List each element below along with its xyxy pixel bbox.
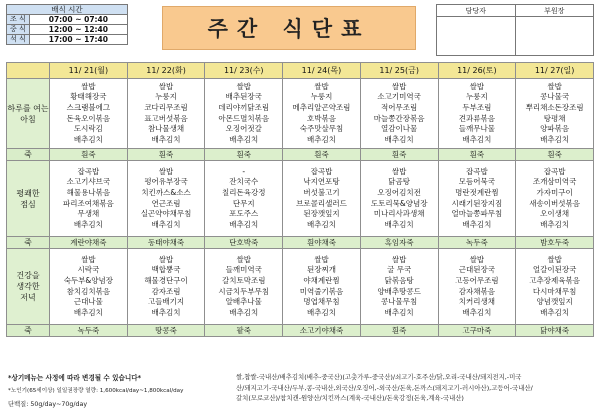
menu-item: 소고기미역국: [377, 92, 421, 102]
porridge-cell: 흰죽: [127, 149, 205, 161]
porridge-cell: 흰죽: [360, 325, 438, 337]
menu-item: 양념깻잎지: [536, 297, 573, 307]
menu-item: 배추된장국: [225, 92, 262, 102]
menu-item: 배추김치: [229, 219, 259, 229]
menu-item: 탕평채: [543, 113, 566, 123]
meal-cell: [516, 249, 594, 325]
menu-item: 감자조림: [151, 286, 181, 296]
menu-item: 숙주맛살무침: [299, 124, 344, 134]
menu-item: 양파볶음: [540, 124, 570, 134]
porridge-label: 죽: [7, 325, 50, 337]
menu-item: 잡곡밥: [77, 166, 100, 176]
menu-item: 배추김치: [462, 307, 492, 317]
menu-item: 평어유부장국: [144, 177, 188, 187]
meal-cell: [516, 161, 594, 237]
menu-item: 오징어젓갈: [225, 124, 262, 134]
menu-item: 닭곰탕: [388, 177, 411, 187]
day-header: 11/ 23(수): [205, 63, 283, 79]
porridge-cell: 흰야채죽: [283, 237, 361, 249]
menu-item: 견과류볶음: [458, 113, 495, 123]
porridge-cell: 흰죽: [438, 149, 516, 161]
menu-item: 배추김치: [384, 219, 414, 229]
menu-item: 단무지: [232, 198, 255, 208]
meal-period-label-line: 저녁: [20, 293, 36, 302]
menu-item: 열감이나물: [381, 124, 418, 134]
menu-item: 도시락김: [73, 124, 103, 134]
porridge-cell: 계란야채죽: [50, 237, 128, 249]
porridge-cell: 단호박죽: [205, 237, 283, 249]
porridge-cell: 고구마죽: [438, 325, 516, 337]
menu-item: 스크램블에그: [66, 102, 111, 112]
menu-item: 배추김치: [73, 219, 103, 229]
meal-period-label-line: 건강을: [16, 271, 40, 280]
menu-item: 오이생채: [540, 209, 570, 219]
menu-item: 잡곡밥: [543, 166, 566, 176]
origin-info: [236, 372, 596, 404]
meal-period-label: [7, 79, 50, 149]
porridge-cell: 녹두죽: [438, 237, 516, 249]
menu-item: 명란젓계란찜: [455, 187, 499, 197]
approval-staff-sign: [437, 17, 516, 56]
menu-item: 백합뿡국: [151, 265, 181, 275]
porridge-row: [7, 149, 594, 161]
note-calorie: *노인기(65세이상) 일일권장량 열량: 1,600kcal/day~1,800kcal/day: [8, 388, 184, 394]
menu-item: 쌀밥: [314, 254, 329, 264]
menu-item: 조개삼미역국: [532, 177, 577, 187]
menu-item: 배추김치: [462, 134, 492, 144]
menu-item: 닭볶음탕: [384, 275, 414, 285]
menu-item: 숙두부&양념장: [63, 275, 114, 285]
menu-item: 새송이버섯볶음: [529, 198, 580, 208]
menu-item: 배추김치: [151, 134, 181, 144]
menu-item: 배추김치: [151, 219, 181, 229]
corner-cell: [7, 63, 50, 79]
menu-item: 명엽채무침: [303, 297, 340, 307]
day-header: 11/ 21(월): [50, 63, 128, 79]
meal-cell: [438, 249, 516, 325]
menu-item: 뿌리채소돈장조림: [525, 102, 584, 112]
menu-item: 미역줄기볶음: [299, 286, 344, 296]
menu-item: 감자채볶음: [458, 286, 495, 296]
menu-item: 배추김치: [229, 134, 259, 144]
menu-item: 잔치국수: [229, 177, 259, 187]
porridge-cell: 닭야채죽: [516, 325, 594, 337]
porridge-cell: 녹두죽: [50, 325, 128, 337]
origin-line: 쌀,찹쌀-국내산/배추김치(배추-중국산)(고춧가루-중국산)/쇠고기-호주산/닭,오리-국내산/돼지전지,-미국: [236, 373, 522, 381]
menu-item: 양배추땅콩드: [377, 286, 421, 296]
menu-item: 적어무조림: [381, 102, 418, 112]
menu-item: 잡곡밥: [310, 166, 333, 176]
menu-item: 알배추나물: [225, 297, 262, 307]
meal-time-table: [6, 4, 128, 45]
porridge-cell: 흰죽: [50, 149, 128, 161]
menu-item: 된장깻잎지: [303, 209, 340, 219]
menu-item: 해물경단구이: [144, 275, 188, 285]
menu-item: 배추김치: [540, 219, 570, 229]
menu-item: 모듬어묵국: [458, 177, 495, 187]
menu-item: 다시마채무침: [532, 286, 577, 296]
menu-item: 가자미구이: [536, 187, 573, 197]
meal-period-label-line: 아침: [20, 114, 36, 124]
dinner-time: 17:00 ~ 17:40: [29, 35, 127, 45]
menu-item: 쌀밥: [158, 254, 174, 264]
meal-period-label: [7, 249, 50, 325]
meal-cell: [127, 249, 205, 325]
menu-item: 버섯불고기: [303, 187, 340, 197]
menu-item: 고등어무조림: [455, 275, 499, 285]
menu-item: 치커리생채: [458, 297, 495, 307]
meal-cell: [283, 79, 361, 149]
meal-cell: [50, 161, 128, 237]
breakfast-time: 07:00 ~ 07:40: [29, 15, 127, 25]
origin-line: 갈치(모로코산)/참치캔-원양산/치킨까스(계육-국내산)/돈육강정(돈육,계육-국내산): [236, 394, 464, 402]
menu-item: 쌀밥: [236, 81, 251, 91]
menu-item: 배추김치: [73, 307, 103, 317]
menu-item: 야채계란찜: [303, 275, 340, 285]
menu-item: 쌀밥: [158, 166, 174, 176]
lunch-time: 12:00 ~ 12:40: [29, 25, 127, 35]
menu-item: 연근조림: [151, 198, 181, 208]
porridge-cell: 밤호두죽: [516, 237, 594, 249]
weekly-menu-table: [6, 62, 594, 337]
meal-cell: [283, 249, 361, 325]
menu-item: 칠리돈육강정: [222, 187, 266, 197]
porridge-cell: 흰죽: [205, 149, 283, 161]
menu-item: 시락국: [77, 265, 100, 275]
porridge-cell: 소고기야채죽: [283, 325, 361, 337]
menu-item: 호박볶음: [306, 113, 336, 123]
menu-item: 굴 무국: [387, 265, 412, 275]
note-protein: 단백질: 50g/day~70g/day: [8, 401, 88, 408]
menu-item: 두부조림: [462, 102, 492, 112]
menu-item: 된장찌개: [306, 265, 336, 275]
menu-item: 고추장제육볶음: [529, 275, 580, 285]
menu-item: 실곤약야채무침: [140, 209, 192, 219]
approval-staff-label: 담당자: [437, 5, 516, 17]
meal-row: [7, 79, 594, 149]
menu-item: 쌀밥: [236, 254, 251, 264]
menu-item: 미나리사과생채: [373, 209, 425, 219]
meal-row: [7, 161, 594, 237]
menu-item: 황태해장국: [70, 92, 107, 102]
menu-item: 콩나물국: [540, 92, 570, 102]
approval-box: [436, 4, 594, 56]
meal-cell: [127, 79, 205, 149]
meal-period-label-line: 점심: [20, 199, 36, 209]
porridge-label: 죽: [7, 237, 50, 249]
menu-item: 누룽지: [465, 92, 488, 102]
menu-item: 쌀밥: [391, 81, 407, 91]
menu-item: -: [242, 166, 246, 176]
porridge-row: [7, 237, 594, 249]
meal-row: [7, 249, 594, 325]
menu-item: 얼마늘쫑파무침: [451, 209, 503, 219]
meal-cell: [360, 161, 438, 237]
menu-item: 시래기된장지짐: [451, 198, 503, 208]
menu-item: 들깨무나물: [458, 124, 495, 134]
menu-item: 배추김치: [151, 307, 181, 317]
menu-item: 파리조여채볶음: [62, 198, 114, 208]
day-header: 11/ 22(화): [127, 63, 205, 79]
meal-cell: [438, 161, 516, 237]
note-change: *상기메뉴는 사정에 따라 변경될 수 있습니다*: [8, 374, 142, 382]
menu-item: 쌀밥: [158, 81, 174, 91]
menu-item: 배추김치: [306, 219, 336, 229]
day-header: 11/ 24(목): [283, 63, 361, 79]
menu-item: 갈치토막조림: [222, 275, 266, 285]
menu-item: 표고버섯볶음: [144, 113, 188, 123]
menu-item: 돈육오이볶음: [66, 113, 111, 123]
meal-cell: [50, 79, 128, 149]
dinner-time-label: 석 식: [7, 35, 30, 45]
menu-item: 배추김치: [540, 134, 570, 144]
porridge-cell: 흑임자죽: [360, 237, 438, 249]
menu-item: 데리야끼닭조림: [218, 102, 270, 112]
menu-item: 쌀밥: [81, 81, 96, 91]
menu-item: 치킨까스&소스: [141, 187, 191, 197]
breakfast-time-label: 조 식: [7, 15, 30, 25]
menu-item: 배추김치: [384, 307, 414, 317]
meal-cell: [283, 161, 361, 237]
menu-item: 코다리무조림: [144, 102, 188, 112]
menu-item: 배추김치: [384, 134, 414, 144]
menu-item: 마늘쫑간장볶음: [373, 113, 425, 123]
menu-item: 아몬드멸치볶음: [218, 113, 270, 123]
meal-period-label: [7, 161, 50, 237]
menu-item: 쌀밥: [469, 254, 485, 264]
meal-cell: [516, 79, 594, 149]
menu-item: 배추김치: [229, 307, 259, 317]
meal-cell: [360, 249, 438, 325]
approval-director-label: 부원장: [515, 5, 594, 17]
porridge-label: 죽: [7, 149, 50, 161]
menu-item: 쌀밥: [547, 81, 562, 91]
menu-item: 쌀밥: [469, 81, 485, 91]
meal-cell: [127, 161, 205, 237]
menu-item: 메추리알곤약조림: [292, 102, 351, 112]
meal-cell: [438, 79, 516, 149]
porridge-cell: 팥죽: [205, 325, 283, 337]
approval-director-sign: [515, 17, 594, 56]
lunch-time-label: 중 식: [7, 25, 30, 35]
meal-period-label-line: 평쾌한: [16, 188, 40, 198]
menu-item: 포도주스: [229, 209, 259, 219]
menu-item: 시금치두부무침: [218, 286, 270, 296]
porridge-cell: 땅콩죽: [127, 325, 205, 337]
menu-item: 쌀밥: [547, 254, 562, 264]
meal-cell: [205, 161, 283, 237]
porridge-row: [7, 325, 594, 337]
menu-body: [7, 63, 594, 337]
menu-item: 근대나물: [73, 297, 103, 307]
menu-item: 오징어김치전: [377, 187, 421, 197]
menu-item: 도토리묵&양념장: [370, 198, 428, 208]
menu-item: 쌀밥: [391, 166, 407, 176]
menu-item: 쌀밥: [314, 81, 329, 91]
menu-item: 배추김치: [306, 134, 336, 144]
porridge-cell: 흰죽: [283, 149, 361, 161]
menu-item: 배추김치: [73, 134, 103, 144]
porridge-cell: 흰죽: [516, 149, 594, 161]
day-header: 11/ 25(금): [360, 63, 438, 79]
day-header: 11/ 26(토): [438, 63, 516, 79]
origin-line: 산/돼지고기-국내산/두부,콩-국내산,외국산/오징어,-외국산/돈육,돈까스(돼지고기-러시아산),고등어-국내산/: [236, 383, 533, 392]
porridge-cell: 흰죽: [360, 149, 438, 161]
menu-item: 해물용나볶음: [66, 187, 111, 197]
meal-period-label-line: 하루를 여는: [7, 103, 49, 113]
menu-item: 참치김치볶음: [66, 286, 111, 296]
meal-cell: [50, 249, 128, 325]
menu-item: 낙지연포탕: [303, 177, 340, 187]
menu-item: 들깨미역국: [225, 265, 262, 275]
menu-item: 무생채: [77, 209, 100, 219]
menu-item: 쌀밥: [391, 254, 407, 264]
menu-item: 소고기샤브국: [66, 177, 111, 187]
day-header: 11/ 27(일): [516, 63, 594, 79]
meal-time-header: 배식 시간: [7, 5, 128, 15]
menu-item: 참나물생채: [147, 124, 185, 134]
menu-item: 브로콜리샐러드: [296, 198, 347, 208]
menu-item: 누룽지: [310, 92, 333, 102]
meal-period-label-line: 생각한: [16, 282, 40, 291]
menu-item: 배추김치: [540, 307, 570, 317]
menu-item: 쌀밥: [81, 254, 96, 264]
page-title: 주간 식단표: [162, 6, 416, 50]
meal-cell: [205, 249, 283, 325]
porridge-cell: 동태야채죽: [127, 237, 205, 249]
menu-item: 콩나물무침: [381, 297, 418, 307]
menu-item: 배추김치: [306, 307, 336, 317]
menu-item: 고들배기지: [147, 297, 185, 307]
menu-notes: [8, 372, 228, 411]
meal-cell: [205, 79, 283, 149]
menu-item: 얼갈이된장국: [532, 265, 577, 275]
menu-item: 근대된장국: [458, 265, 495, 275]
menu-item: 누룽지: [155, 92, 177, 102]
day-header-row: [7, 63, 594, 79]
meal-cell: [360, 79, 438, 149]
menu-item: 잡곡밥: [465, 166, 488, 176]
menu-item: 배추김치: [462, 219, 492, 229]
